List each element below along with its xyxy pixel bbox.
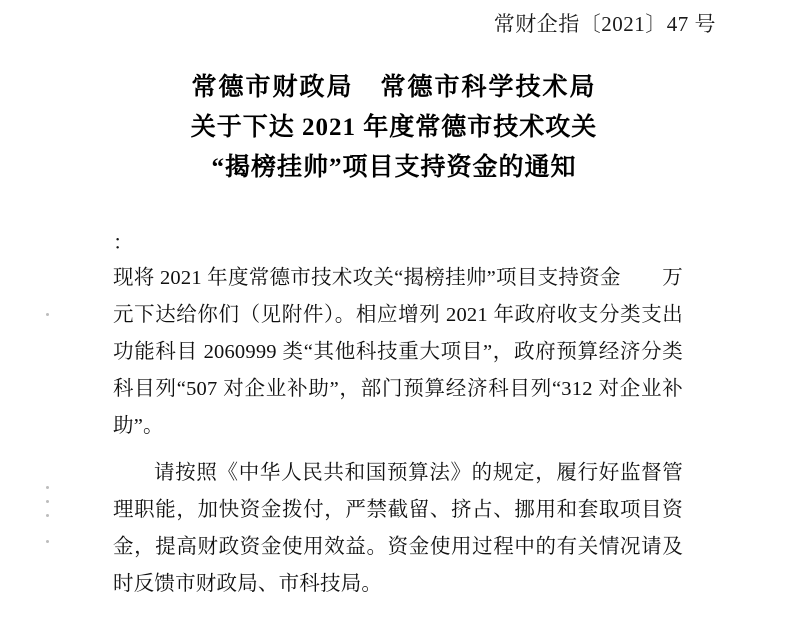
document-number: 常财企指〔2021〕47 号 [493, 12, 716, 36]
margin-dot-icon [46, 313, 49, 316]
title-line-2: 关于下达 2021 年度常德市技术攻关 [190, 114, 598, 141]
margin-dot-icon [46, 486, 49, 489]
margin-dot-icon [46, 514, 49, 517]
salutation: ： [113, 232, 134, 254]
title-line-3: “揭榜挂帅”项目支持资金的通知 [211, 154, 577, 181]
document-title [0, 68, 788, 188]
body-paragraph-2: 请按照《中华人民共和国预算法》的规定，履行好监督管理职能，加快资金拨付，严禁截留、挤占、挪用和套取项目资金，提高财政资金使用效益。资金使用过程中的有关情况请及时反馈市财政局、市科技局。 [113, 462, 683, 595]
margin-dot-icon [46, 500, 49, 503]
document-body [113, 228, 683, 613]
body-paragraph-1: 现将 2021 年度常德市技术攻关“揭榜挂帅”项目支持资金 万元下达给你们（见附件）。相应增列 2021 年政府收支分类支出功能科目 2060999 类“其他科技重大项目”，政府预算经济分类科目列“507 对企业补助”，部门预算经济科目列“312 对企业补助”。 [113, 267, 683, 437]
margin-dot-icon [46, 540, 49, 543]
title-line-1: 常德市财政局 常德市科学技术局 [191, 74, 597, 101]
